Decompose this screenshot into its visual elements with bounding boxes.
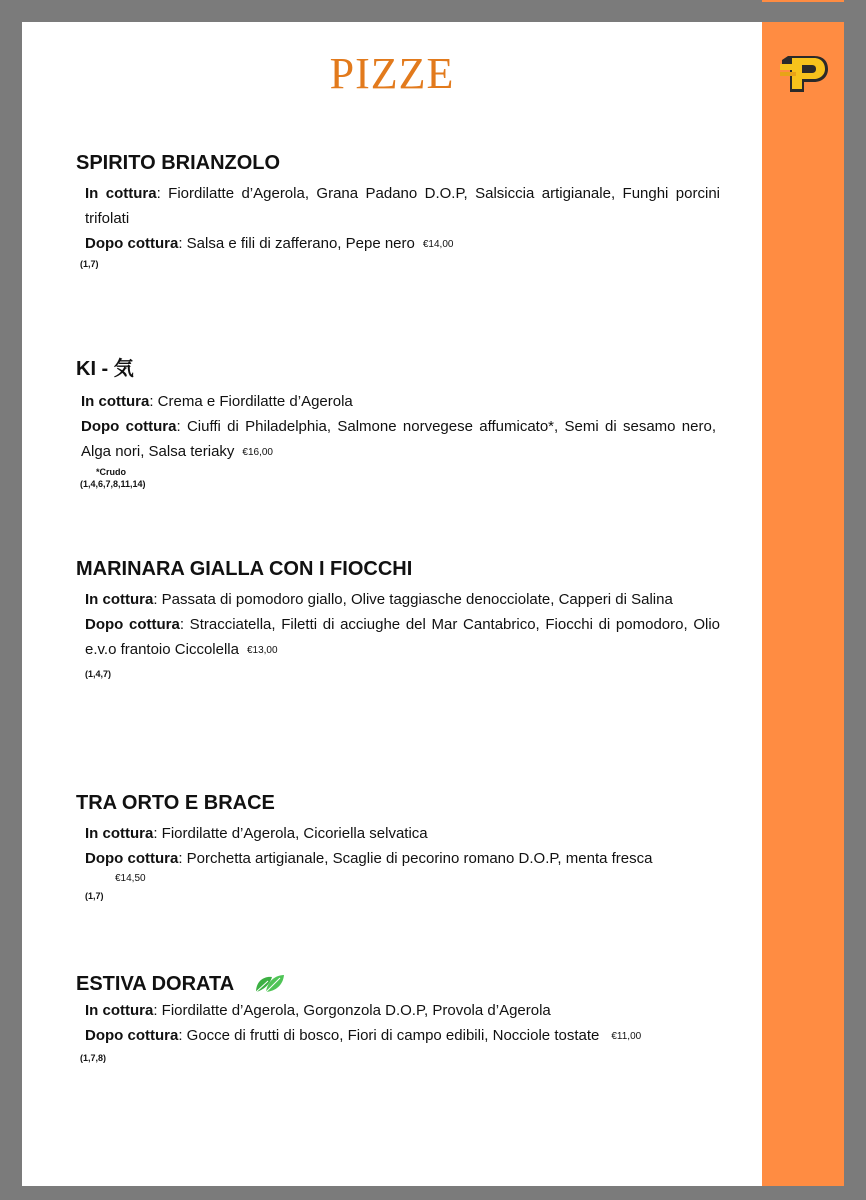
allergens: (1,7,8) <box>80 1052 107 1063</box>
raw-note: *Crudo <box>96 466 126 477</box>
pizza-name: ESTIVA DORATA <box>76 972 235 995</box>
dopo-cottura-text: : Gocce di frutti di bosco, Fiori di campo edibili, Nocciole tostate <box>178 1027 600 1044</box>
dopo-cottura-text: : Ciuffi di Philadelphia, Salmone norvegese affumicato*, Semi di sesamo nero, Alga nori, Salsa teriaky <box>81 418 716 460</box>
pizza-price: €14,50 <box>115 873 146 885</box>
pizza-item <box>76 972 736 1063</box>
vegetarian-leaf-icon <box>252 972 286 996</box>
menu-page <box>22 22 762 1186</box>
in-cottura-label: In cottura <box>85 185 157 202</box>
in-cottura-text: : Fiordilatte d’Agerola, Grana Padano D.O.P, Salsiccia artigianale, Funghi porcini trifolati <box>85 185 720 227</box>
dopo-cottura-text: : Salsa e fili di zafferano, Pepe nero <box>178 235 415 252</box>
dopo-cottura-text: : Porchetta artigianale, Scaglie di pecorino romano D.O.P, menta fresca <box>178 850 653 867</box>
pizzeria-p-logo-icon <box>778 50 830 96</box>
in-cottura-label: In cottura <box>81 393 150 410</box>
pizza-description <box>85 181 720 257</box>
allergens: (1,7) <box>85 891 104 902</box>
pizza-item <box>76 792 720 901</box>
dopo-cottura-label: Dopo cottura <box>81 418 177 435</box>
sidebar-top-edge <box>762 0 844 2</box>
dopo-cottura-text: : Stracciatella, Filetti di acciughe del Mar Cantabrico, Fiocchi di pomodoro, Olio e.v.o frantoio Ciccolella <box>85 616 720 658</box>
pizza-name: MARINARA GIALLA CON I FIOCCHI <box>76 558 413 580</box>
in-cottura-text: : Crema e Fiordilatte d’Agerola <box>149 393 353 410</box>
in-cottura-text: : Fiordilatte d’Agerola, Gorgonzola D.O.P, Provola d’Agerola <box>153 1002 551 1019</box>
in-cottura-label: In cottura <box>85 1002 154 1019</box>
allergens: (1,7) <box>80 258 99 269</box>
pizza-price: €16,00 <box>242 446 273 458</box>
pizza-description <box>85 821 720 887</box>
pizza-price: €14,00 <box>422 238 454 250</box>
page-title: PIZZE <box>329 49 455 98</box>
pizza-name: KI - 気 <box>76 358 134 380</box>
dopo-cottura-label: Dopo cottura <box>85 850 179 867</box>
pizza-price: €11,00 <box>611 1030 642 1042</box>
pizza-item <box>76 352 716 489</box>
dopo-cottura-label: Dopo cottura <box>85 235 179 252</box>
in-cottura-text: : Passata di pomodoro giallo, Olive taggiasche denocciolate, Capperi di Salina <box>153 591 673 608</box>
dopo-cottura-label: Dopo cottura <box>85 616 180 633</box>
allergens: (1,4,6,7,8,11,14) <box>80 478 146 489</box>
pizza-name: SPIRITO BRIANZOLO <box>76 152 281 174</box>
allergens: (1,4,7) <box>85 668 112 679</box>
pizza-item <box>76 558 720 679</box>
orange-sidebar <box>762 22 844 1186</box>
pizza-description <box>85 998 736 1049</box>
pizza-item <box>76 152 720 269</box>
pizza-description <box>81 389 716 465</box>
in-cottura-text: : Fiordilatte d’Agerola, Cicoriella selvatica <box>153 825 428 842</box>
pizza-price: €13,00 <box>246 644 278 656</box>
pizza-name: TRA ORTO E BRACE <box>76 792 275 814</box>
dopo-cottura-label: Dopo cottura <box>85 1027 179 1044</box>
in-cottura-label: In cottura <box>85 591 154 608</box>
pizza-description <box>85 587 720 663</box>
pizza-name-row <box>76 972 736 996</box>
in-cottura-label: In cottura <box>85 825 154 842</box>
